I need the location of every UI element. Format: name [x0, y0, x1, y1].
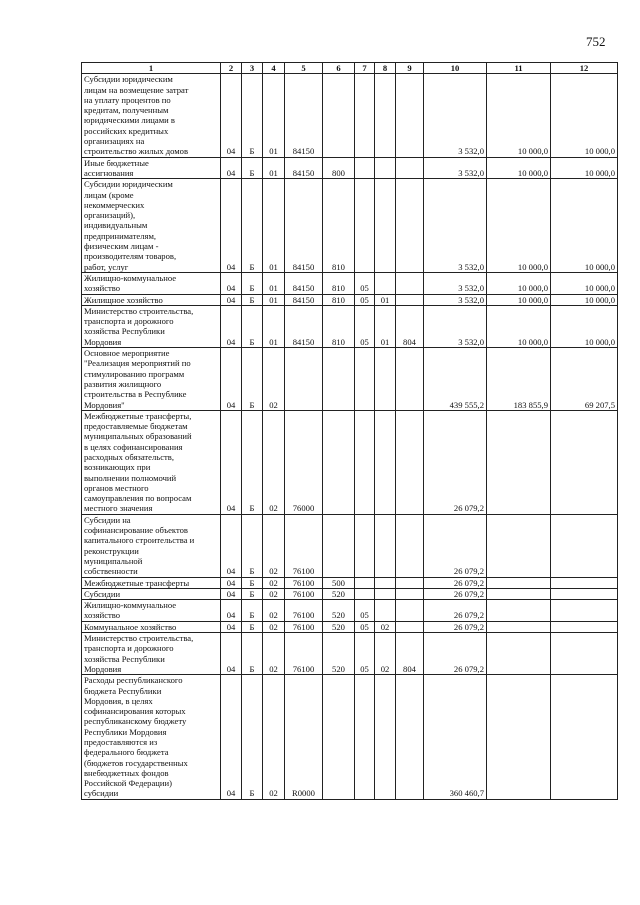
row-name-cell: Основное мероприятие "Реализация мероприятий по стимулированию программ развития жилищного строительства в Республике Мордовия" [82, 348, 221, 411]
table-cell: 520 [323, 600, 355, 622]
table-cell [355, 157, 375, 179]
table-cell [323, 514, 355, 577]
column-header: 1 [82, 63, 221, 74]
table-cell [396, 600, 424, 622]
table-cell [375, 157, 396, 179]
table-cell: 26 079,2 [424, 621, 487, 632]
table-cell: 10 000,0 [551, 157, 618, 179]
table-cell: 84150 [285, 294, 323, 305]
table-cell: 3 532,0 [424, 179, 487, 273]
table-cell: 84150 [285, 272, 323, 294]
header-row [82, 63, 618, 74]
row-name-cell: Жилищно-коммунальное хозяйство [82, 600, 221, 622]
table-cell: 04 [221, 675, 242, 800]
table-cell: 26 079,2 [424, 588, 487, 599]
table-cell: 04 [221, 514, 242, 577]
table-cell: Б [242, 675, 263, 800]
table-cell: 02 [263, 600, 285, 622]
table-cell [355, 74, 375, 157]
table-cell: 01 [263, 74, 285, 157]
column-header: 6 [323, 63, 355, 74]
table-cell [396, 514, 424, 577]
table-cell: 810 [323, 294, 355, 305]
table-cell: 26 079,2 [424, 577, 487, 588]
table-cell: 04 [221, 621, 242, 632]
table-cell [375, 410, 396, 514]
row-name-cell: Расходы республиканского бюджета Республики Мордовия, в целях софинансирования которых республиканскому бюджету Республики Мордовия предоставляются из федерального бюджета (бюджетов государственных внебюджетных фондов Российской Федерации) субсидии [82, 675, 221, 800]
table-row [82, 633, 618, 675]
table-cell [396, 348, 424, 411]
table-cell: 84150 [285, 305, 323, 347]
table-cell [396, 675, 424, 800]
table-cell: 04 [221, 348, 242, 411]
table-cell: 500 [323, 577, 355, 588]
table-cell: R0000 [285, 675, 323, 800]
table-cell [375, 600, 396, 622]
table-cell: Б [242, 305, 263, 347]
table-cell: 10 000,0 [487, 157, 551, 179]
column-header: 5 [285, 63, 323, 74]
table-cell [396, 272, 424, 294]
table-cell: 3 532,0 [424, 157, 487, 179]
table-cell [487, 577, 551, 588]
table-cell: Б [242, 294, 263, 305]
table-cell [396, 179, 424, 273]
table-cell: 05 [355, 621, 375, 632]
table-cell [487, 600, 551, 622]
table-cell: 01 [263, 272, 285, 294]
table-cell [396, 410, 424, 514]
table-cell: 02 [263, 633, 285, 675]
row-name-cell: Субсидии [82, 588, 221, 599]
table-cell: Б [242, 410, 263, 514]
table-cell [551, 600, 618, 622]
table-row [82, 577, 618, 588]
table-cell: 10 000,0 [487, 294, 551, 305]
table-cell: 05 [355, 600, 375, 622]
table-cell [487, 588, 551, 599]
table-row [82, 675, 618, 800]
column-header: 10 [424, 63, 487, 74]
table-cell: 804 [396, 633, 424, 675]
row-name-cell: Жилищное хозяйство [82, 294, 221, 305]
table-cell: 04 [221, 294, 242, 305]
table-cell [355, 675, 375, 800]
table-cell [355, 348, 375, 411]
table-cell: 26 079,2 [424, 514, 487, 577]
table-cell [323, 675, 355, 800]
table-cell: 02 [263, 621, 285, 632]
table-cell: 02 [263, 588, 285, 599]
table-cell: 01 [263, 294, 285, 305]
table-cell [551, 633, 618, 675]
column-header: 7 [355, 63, 375, 74]
table-row [82, 588, 618, 599]
table-cell: Б [242, 74, 263, 157]
table-cell: 76100 [285, 588, 323, 599]
table-cell: 810 [323, 305, 355, 347]
table-cell [355, 514, 375, 577]
table-cell: 10 000,0 [551, 179, 618, 273]
row-name-cell: Межбюджетные трансферты, предоставляемые бюджетам муниципальных образований в целях софинансирования расходных обязательств, возникающих при выполнении полномочий органов местного самоуправления по вопросам местного значения [82, 410, 221, 514]
table-cell: 01 [375, 305, 396, 347]
table-cell: 05 [355, 305, 375, 347]
table-cell: Б [242, 588, 263, 599]
row-name-cell: Субсидии юридическим лицам на возмещение затрат на уплату процентов по кредитам, полученным юридическими лицами в российских кредитных организациях на строительство жилых домов [82, 74, 221, 157]
table-cell: 520 [323, 621, 355, 632]
table-cell: 26 079,2 [424, 410, 487, 514]
table-row [82, 179, 618, 273]
table-cell: 520 [323, 588, 355, 599]
table-cell: 02 [263, 348, 285, 411]
table-cell: 10 000,0 [551, 74, 618, 157]
table-cell: 04 [221, 157, 242, 179]
table-cell [487, 633, 551, 675]
table-cell: 10 000,0 [487, 272, 551, 294]
table-cell [323, 74, 355, 157]
table-row [82, 348, 618, 411]
table-cell: 810 [323, 179, 355, 273]
table-cell: Б [242, 577, 263, 588]
table-cell [551, 514, 618, 577]
column-header: 12 [551, 63, 618, 74]
table-cell [375, 514, 396, 577]
table-cell: 76100 [285, 621, 323, 632]
table-cell: 02 [263, 514, 285, 577]
table-cell [323, 410, 355, 514]
page-number: 752 [586, 34, 606, 49]
column-header: 9 [396, 63, 424, 74]
table-cell: 04 [221, 410, 242, 514]
table-cell: 01 [263, 179, 285, 273]
table-cell: 10 000,0 [551, 294, 618, 305]
table-cell [551, 410, 618, 514]
table-cell: 04 [221, 179, 242, 273]
table-cell: 04 [221, 74, 242, 157]
table-cell: 04 [221, 577, 242, 588]
table-cell [487, 621, 551, 632]
table-cell [375, 272, 396, 294]
table-row [82, 272, 618, 294]
table-cell [355, 179, 375, 273]
table-row [82, 514, 618, 577]
table-cell [396, 294, 424, 305]
table-cell [396, 588, 424, 599]
table-cell [375, 588, 396, 599]
table-cell: Б [242, 633, 263, 675]
table-cell: 01 [263, 305, 285, 347]
table-cell: 800 [323, 157, 355, 179]
table-cell: 05 [355, 633, 375, 675]
table-cell: 04 [221, 272, 242, 294]
table-cell: 360 460,7 [424, 675, 487, 800]
table-cell: 02 [375, 621, 396, 632]
table-cell [551, 621, 618, 632]
table-cell: 76000 [285, 410, 323, 514]
table-cell: 3 532,0 [424, 272, 487, 294]
table-cell: 01 [375, 294, 396, 305]
row-name-cell: Субсидии юридическим лицам (кроме некоммерческих организаций), индивидуальным предпринимателям, физическим лицам - производителям товаров, работ, услуг [82, 179, 221, 273]
row-name-cell: Субсидии на софинансирование объектов капитального строительства и реконструкции муниципальной собственности [82, 514, 221, 577]
table-body [82, 74, 618, 799]
table-cell: 10 000,0 [487, 179, 551, 273]
column-header: 8 [375, 63, 396, 74]
table-cell [375, 675, 396, 800]
table-cell [396, 621, 424, 632]
table-cell [375, 577, 396, 588]
row-name-cell: Жилищно-коммунальное хозяйство [82, 272, 221, 294]
table-cell: Б [242, 514, 263, 577]
table-cell: 10 000,0 [551, 272, 618, 294]
table-cell: 01 [263, 157, 285, 179]
table-cell: 05 [355, 294, 375, 305]
row-name-cell: Коммунальное хозяйство [82, 621, 221, 632]
table-cell: 76100 [285, 633, 323, 675]
table-cell [487, 514, 551, 577]
table-row [82, 74, 618, 157]
table-cell: 3 532,0 [424, 74, 487, 157]
table-cell: 76100 [285, 600, 323, 622]
table-cell: 3 532,0 [424, 294, 487, 305]
table-row [82, 305, 618, 347]
table-cell: 69 207,5 [551, 348, 618, 411]
table-cell [551, 588, 618, 599]
row-name-cell: Министерство строительства, транспорта и дорожного хозяйства Республики Мордовия [82, 305, 221, 347]
table-cell: 04 [221, 305, 242, 347]
table-cell [487, 410, 551, 514]
table-cell [355, 410, 375, 514]
table-cell [323, 348, 355, 411]
table-cell: 439 555,2 [424, 348, 487, 411]
table-cell [551, 675, 618, 800]
table-cell: Б [242, 179, 263, 273]
table-cell: 02 [375, 633, 396, 675]
table-cell [375, 179, 396, 273]
table-cell: 3 532,0 [424, 305, 487, 347]
table-cell: 804 [396, 305, 424, 347]
row-name-cell: Иные бюджетные ассигнования [82, 157, 221, 179]
table-row [82, 410, 618, 514]
table-cell [355, 577, 375, 588]
row-name-cell: Министерство строительства, транспорта и дорожного хозяйства Республики Мордовия [82, 633, 221, 675]
table-cell [375, 348, 396, 411]
column-header: 4 [263, 63, 285, 74]
table-cell: 84150 [285, 179, 323, 273]
table-cell: 02 [263, 675, 285, 800]
table-cell [396, 157, 424, 179]
table-cell: 76100 [285, 577, 323, 588]
table-cell: Б [242, 348, 263, 411]
table-cell: Б [242, 272, 263, 294]
budget-table [81, 62, 618, 800]
table-cell [355, 588, 375, 599]
table-cell: 04 [221, 600, 242, 622]
table-cell: 10 000,0 [551, 305, 618, 347]
table-cell: 04 [221, 633, 242, 675]
column-header: 3 [242, 63, 263, 74]
table-cell [551, 577, 618, 588]
table-cell [375, 74, 396, 157]
column-header: 11 [487, 63, 551, 74]
table-cell: 76100 [285, 514, 323, 577]
table-cell: 26 079,2 [424, 600, 487, 622]
table-cell: Б [242, 157, 263, 179]
table-cell: 10 000,0 [487, 74, 551, 157]
table-row [82, 621, 618, 632]
table-row [82, 600, 618, 622]
table-cell [396, 74, 424, 157]
table-cell: 04 [221, 588, 242, 599]
table-cell [396, 577, 424, 588]
table-cell: 810 [323, 272, 355, 294]
table-cell: 84150 [285, 74, 323, 157]
table-cell: 05 [355, 272, 375, 294]
table-cell: 183 855,9 [487, 348, 551, 411]
table-row [82, 157, 618, 179]
column-header: 2 [221, 63, 242, 74]
table-cell: Б [242, 600, 263, 622]
table-cell: 02 [263, 410, 285, 514]
table-cell [487, 675, 551, 800]
table-cell: Б [242, 621, 263, 632]
row-name-cell: Межбюджетные трансферты [82, 577, 221, 588]
table-cell: 520 [323, 633, 355, 675]
table-cell: 10 000,0 [487, 305, 551, 347]
table-cell: 26 079,2 [424, 633, 487, 675]
table-row [82, 294, 618, 305]
table-cell: 02 [263, 577, 285, 588]
table-cell: 84150 [285, 157, 323, 179]
table-cell [285, 348, 323, 411]
